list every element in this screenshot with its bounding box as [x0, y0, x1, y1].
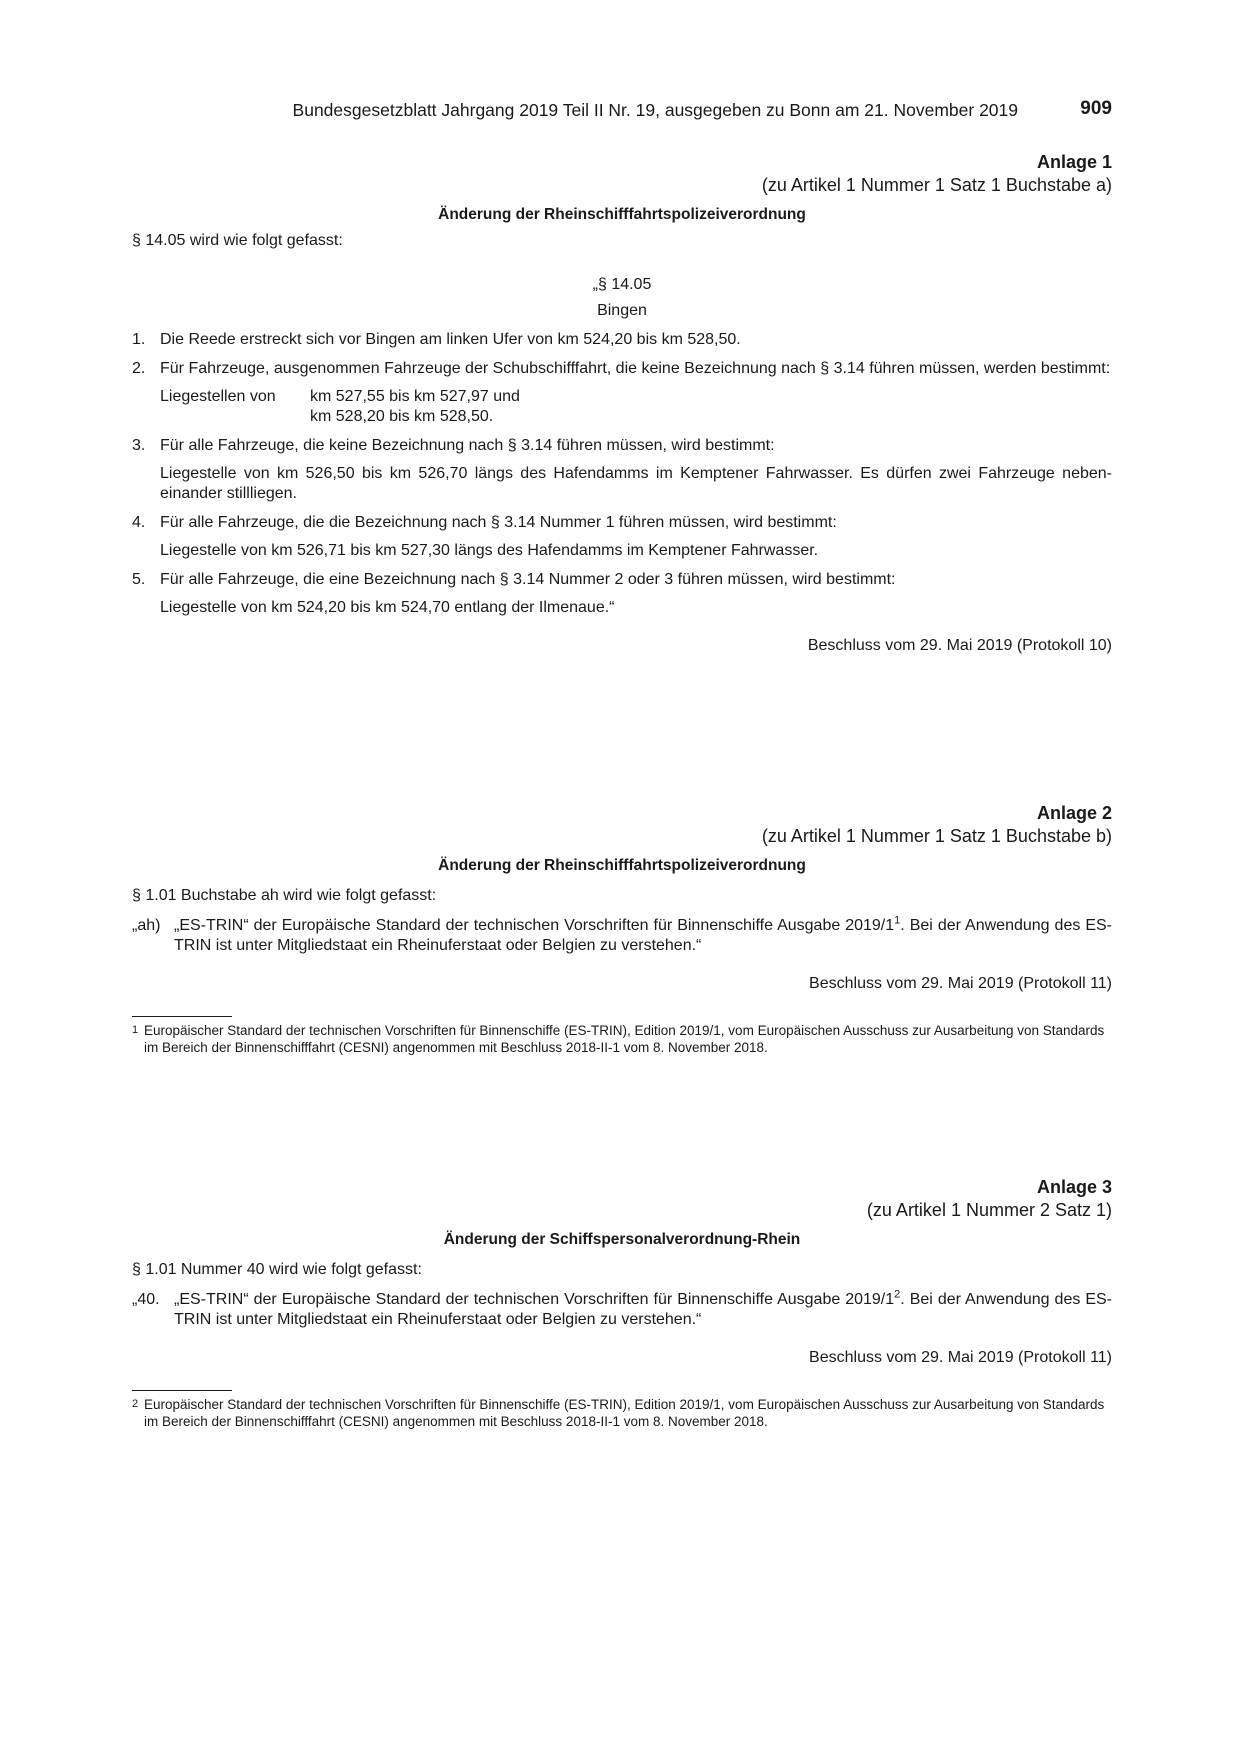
- list-item-1: [132, 330, 1112, 350]
- liegestellen-row: [132, 387, 1112, 427]
- footnote-number: 2: [132, 1398, 139, 1410]
- list-number: 5.: [132, 571, 146, 588]
- footnote-divider: [132, 1390, 232, 1391]
- list-item-2: [132, 359, 1112, 379]
- anlage-3-reference: (zu Artikel 1 Nummer 2 Satz 1): [866, 1200, 1112, 1220]
- list-item-4-detail: Liegestelle von km 526,71 bis km 527,30 längs des Hafendamms im Kemptener Fahrwasser.: [160, 542, 819, 559]
- definition-text-b: . Bei der Anwendung des ES-TRIN ist unter Mitgliedstaat ein Rheinuferstaat oder Belgien zu verstehen.“: [174, 917, 1112, 954]
- liegestellen-line-1: km 527,55 bis km 527,97 und: [310, 388, 520, 405]
- list-text: Für alle Fahrzeuge, die eine Bezeichnung nach § 3.14 Nummer 2 oder 3 führen müssen, wird bestimmt:: [160, 571, 896, 588]
- list-text: Für alle Fahrzeuge, die die Bezeichnung nach § 3.14 Nummer 1 führen müssen, wird bestimmt:: [160, 514, 837, 531]
- document-page: [132, 0, 1112, 1754]
- anlage-3-intro: § 1.01 Nummer 40 wird wie folgt gefasst:: [132, 1261, 422, 1278]
- list-number: 4.: [132, 514, 146, 531]
- footnote-ref-2: 2: [894, 1288, 901, 1301]
- anlage-3-label: Anlage 3: [1036, 1177, 1112, 1197]
- footnote-2: [132, 1396, 1112, 1430]
- anlage-2-title: Änderung der Rheinschifffahrtspolizeiverordnung: [438, 857, 806, 874]
- list-item-5: [132, 570, 1112, 590]
- list-text: Für alle Fahrzeuge, die keine Bezeichnung nach § 3.14 führen müssen, wird bestimmt:: [160, 437, 775, 454]
- definition-text-a: „ES-TRIN“ der Europäische Standard der technischen Vorschriften für Binnenschiffe Ausgabe 2019/1: [174, 1291, 895, 1308]
- anlage-2-definition: [132, 916, 1112, 956]
- anlage-2-reference: (zu Artikel 1 Nummer 1 Satz 1 Buchstabe b): [761, 826, 1112, 846]
- page-number: 909: [1080, 98, 1112, 119]
- list-text: Für Fahrzeuge, ausgenommen Fahrzeuge der Schubschifffahrt, die keine Bezeichnung nach § 3.14 führen müssen, werden bestimmt:: [160, 360, 1111, 377]
- list-item-5-detail: Liegestelle von km 524,20 bis km 524,70 entlang der Ilmenaue.“: [160, 599, 615, 616]
- anlage-1-title: Änderung der Rheinschifffahrtspolizeiverordnung: [438, 206, 806, 223]
- anlage-2: [132, 802, 1112, 1056]
- anlage-1-reference: (zu Artikel 1 Nummer 1 Satz 1 Buchstabe a): [761, 175, 1112, 195]
- anlage-1: [132, 151, 1112, 656]
- anlage-3-definition: [132, 1290, 1112, 1330]
- anlage-2-beschluss: Beschluss vom 29. Mai 2019 (Protokoll 11): [809, 975, 1112, 992]
- anlage-2-intro: § 1.01 Buchstabe ah wird wie folgt gefasst:: [132, 887, 437, 904]
- anlage-1-intro: § 14.05 wird wie folgt gefasst:: [132, 232, 343, 249]
- page-header: [132, 100, 1112, 124]
- anlage-1-beschluss: Beschluss vom 29. Mai 2019 (Protokoll 10): [807, 637, 1112, 654]
- list-item-4: [132, 513, 1112, 533]
- footnote-text: Europäischer Standard der technischen Vorschriften für Binnenschiffe (ES-TRIN), Edition 2019/1, vom Europäischen Ausschuss zur Ausarbeitung von Standards im Bereich der Binnenschifffahrt (CESNI) angenommen mit Beschluss 2018-II-1 vom 8. November 2018.: [144, 1023, 1105, 1055]
- definition-text-b: . Bei der Anwendung des ES-TRIN ist unter Mitgliedstaat ein Rheinuferstaat oder Belgien zu verstehen.“: [174, 1291, 1112, 1328]
- anlage-3-title: Änderung der Schiffspersonalverordnung-Rhein: [443, 1231, 801, 1248]
- definition-text-a: „ES-TRIN“ der Europäische Standard der technischen Vorschriften für Binnenschiffe Ausgabe 2019/1: [174, 917, 895, 934]
- definition-number: „40.: [132, 1291, 160, 1308]
- definition-number: „ah): [132, 917, 161, 934]
- anlage-3: [132, 1176, 1112, 1430]
- gazette-title: Bundesgesetzblatt Jahrgang 2019 Teil II Nr. 19, ausgegeben zu Bonn am 21. November 2019: [292, 100, 1018, 120]
- list-item-3-detail: Liegestelle von km 526,50 bis km 526,70 längs des Hafendamms im Kemptener Fahrwasser. Es dürfen zwei Fahrzeuge nebeneinander stillliegen.: [160, 465, 1112, 502]
- list-text: Die Reede erstreckt sich vor Bingen am linken Ufer von km 524,20 bis km 528,50.: [160, 331, 741, 348]
- list-item-3: [132, 436, 1112, 456]
- footnote-text: Europäischer Standard der technischen Vorschriften für Binnenschiffe (ES-TRIN), Edition 2019/1, vom Europäischen Ausschuss zur Ausarbeitung von Standards im Bereich der Binnenschifffahrt (CESNI) angenommen mit Beschluss 2018-II-1 vom 8. November 2018.: [144, 1397, 1105, 1429]
- footnote-ref-1: 1: [894, 914, 901, 927]
- liegestellen-line-2: km 528,20 bis km 528,50.: [310, 408, 494, 425]
- footnote-1: [132, 1022, 1112, 1056]
- liegestellen-label: Liegestellen von: [160, 388, 276, 405]
- list-number: 3.: [132, 437, 146, 454]
- footnote-number: 1: [132, 1024, 139, 1036]
- list-number: 1.: [132, 331, 146, 348]
- anlage-3-beschluss: Beschluss vom 29. Mai 2019 (Protokoll 11): [809, 1349, 1112, 1366]
- anlage-2-label: Anlage 2: [1036, 803, 1112, 823]
- list-number: 2.: [132, 360, 146, 377]
- section-name: Bingen: [597, 302, 647, 319]
- anlage-1-label: Anlage 1: [1036, 152, 1112, 172]
- footnote-divider: [132, 1016, 232, 1017]
- section-number: „§ 14.05: [592, 276, 652, 293]
